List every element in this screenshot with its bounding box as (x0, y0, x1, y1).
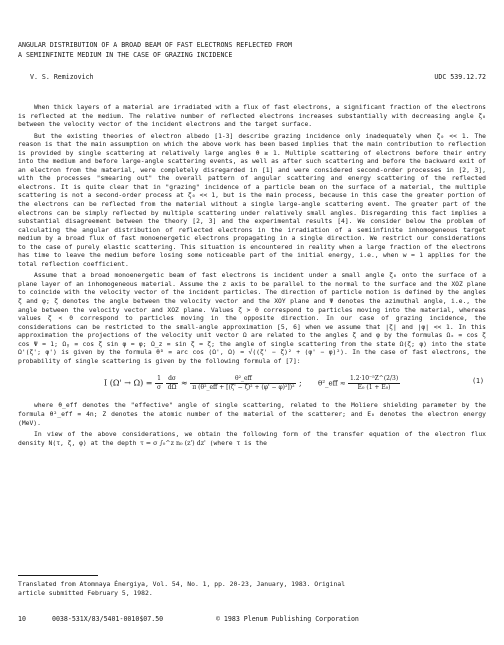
paragraph-1: When thick layers of a material are irradiated with a flux of fast electrons, a significant fraction of the electrons is reflected at the medium. The relative number of reflected electrons increases substantially with decreasing angle ζ₀ between the velocity vector of the incident electrons and the target surface. (18, 104, 486, 129)
footnote-line-1: Translated from Atomnaya Énergiya, Vol. 54, No. 1, pp. 20-23, January, 1983. Original (18, 580, 346, 588)
fraction-4: $\frac{\text{1.2·10⁻⁵Z\textasciicircum{}(2/3)}}{\text{E₀ (1 + E₀)}}$ (349, 375, 399, 392)
udc-code: UDC 539.12.72 (434, 73, 486, 81)
fraction-1: $\frac{1}{\sigma}$ (157, 375, 162, 392)
paragraph-5-text-a: In view of the above considerations, we obtain the following form of the transfer equation of the electron flux density N(τ, ζ, φ) at the depth (18, 431, 486, 447)
equation-semicolon: ; (299, 378, 302, 388)
paragraph-2: But the existing theories of electron albedo [1-3] describe grazing incidence only inadequately when ζ₀ << 1. The reason is that the main assumption on which the above work has been based implies that the main contribution to reflection is provided by single scattering at relatively large angles θ ≥ 1. Multiple scattering of electrons before their entry into the medium and before large-angle scattering events, as well as after such scattering and before the backward exit of an electron from the material, were completely disregarded in [1] and were considered second-order processes in [2, 3], with the processes "smearing out" the overall pattern of angular scattering and energy scattering of the reflected electrons. It is quite clear that in "grazing" incidence of a particle beam on the surface of a material, the multiple scattering is not a second-order process at ζ₀ << 1, but is the main process, because in this case the greater portion of the electrons can be reflected from the material without a single large-angle scattering event. The greater part of the electrons can be simply reflected by multiple scattering under relatively small angles. Disregarding this fact implies a substantial disagreement between the theory [2, 3] and the experimental results [4]. We consider below the problem of calculating the angular distribution of reflected electrons in the irradiation of a semiinfinite inhomogeneous target medium by a broad flux of fast monoenergetic electrons propagating in a single direction. We restrict our considerations to the case of purely elastic scattering. This situation is encountered in reality when a large fraction of the electrons has time to leave the medium before losing some noticeable part of the initial energy, i.e., when w ≈ 1 applies for the total reflection coefficient. (18, 132, 486, 268)
equation-1 (18, 369, 486, 399)
paragraph-5-text-b: (where τ is the (209, 439, 267, 447)
copyright-notice: © 1983 Plenum Publishing Corporation (215, 615, 359, 623)
fraction-3: $\frac{\text{θ²\_eff}}{\text{π (θ²\_eff + [(ζ' − ζ)² + (φ' − φ)²])²}}$ (192, 375, 295, 392)
page-number: 10 (18, 615, 26, 623)
footnote-line-2: article submitted February 5, 1982. (18, 588, 153, 597)
article-body (18, 104, 486, 450)
equation-number: (1) (472, 377, 484, 386)
equation-main (104, 375, 302, 392)
title-line-1: ANGULAR DISTRIBUTION OF A BROAD BEAM OF FAST ELECTRONS REFLECTED FROM (18, 41, 292, 49)
author-name: V. S. Remizovich (30, 73, 94, 81)
page-footer (18, 615, 488, 624)
journal-code: 0038-531X/83/5401-0010$07.50 (51, 615, 164, 623)
theta-eff-lhs: θ²_eff ≈ (318, 379, 346, 388)
fraction-2: $\frac{d\sigma}{d\Omega}$ (167, 375, 177, 392)
paragraph-3: Assume that a broad monoenergetic beam of fast electrons is incident under a small angle ζ₀ onto the surface of a plane layer of an inhomogeneous material. Assume the z axis to be parallel to the normal to the surface and the XOZ plane to coincide with the velocity vector of the incident particles. The direction of particle motion is defined by the angles ζ and φ; ζ denotes the angle between the velocity vector and the XOY plane and Ψ denotes the azimuthal angle, i.e., the angle between the velocity vector and XOZ plane. Values ζ > 0 correspond to particles moving into the material, whereas values ζ < 0 correspond to particles moving in the opposite direction. In our case of grazing incidence, the considerations can be restricted to the small-angle approximation [5, 6] when we assume that |ζ| and |φ| << 1. In this approximation the projections of the velocity unit vector Ω are related to the angles ζ and φ by the formulas Ωₓ = cos ζ cos Ψ ≈ 1; Ωᵧ = cos ζ sin φ ≈ φ; Ω_z = sin ζ ≈ ζ; the angle of single scattering from the state Ω(ζ; φ) into the state Ω'(ζ'; φ') is given by the formula θᴰ = arc cos (Ω', Ω) ≈ √((ζ' − ζ)² + (φ' − φ)²). In the case of fast electrons, the probability of single scattering is given by the following formula of [7]: (18, 272, 486, 365)
paragraph-4: where θ_eff denotes the "effective" angle of single scattering, related to the Moliere shielding parameter by the formula θ²_eff = 4n; Z denotes the atomic number of the material of the scatterer; and E₀ denotes the electron energy (MeV). (18, 402, 486, 427)
footnote-divider (18, 575, 98, 576)
equation-right (318, 375, 400, 392)
tau-formula: τ = σ ∫₀^z n₀ (z') dz' (140, 439, 206, 447)
title-line-2: A SEMIINFINITE MEDIUM IN THE CASE OF GRAZING INCIDENCE (18, 51, 233, 59)
equation-lhs: I (Ω' → Ω) = (104, 378, 153, 388)
approx-sign: ≈ (181, 378, 188, 388)
article-title (18, 40, 488, 60)
paragraph-5 (18, 431, 486, 448)
translation-footnote (18, 580, 486, 597)
